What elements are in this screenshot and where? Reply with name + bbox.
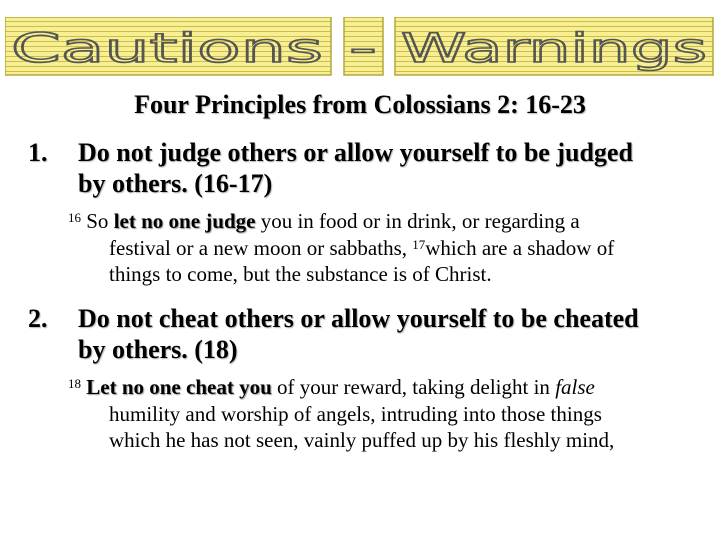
verse-2-line-2: humility and worship of angels, intruding into those things [109, 401, 602, 426]
verse-1-line-2b: which are a shadow of [425, 235, 615, 260]
verse-1-line-2 [68, 235, 708, 262]
principle-2-line-2: by others. (18) [78, 335, 238, 364]
title-banner [5, 17, 715, 77]
banner-separator: - [349, 26, 377, 72]
principle-1-line-1: Do not judge others or allow yourself to be judged [78, 138, 633, 167]
banner-right-word: Warnings [401, 26, 707, 72]
verse-block-2 [68, 374, 708, 454]
verse-2-line-3: which he has not seen, vainly puffed up by his fleshly mind, [109, 428, 615, 452]
verse-ref-17: 17 [412, 236, 426, 252]
verse-1-highlight: let no one judge [113, 209, 256, 233]
verse-block-1 [68, 208, 708, 288]
principle-1 [28, 137, 708, 199]
verse-ref-18: 18 [68, 376, 81, 391]
principle-2-line-1: Do not cheat others or allow yourself to be cheated [78, 304, 639, 333]
verse-1-line-2a: festival or a new moon or sabbaths, [109, 235, 413, 260]
banner-left-word: Cautions [11, 26, 323, 72]
verse-2-post: of your reward, taking delight in [271, 375, 556, 399]
verse-1-line-1 [68, 208, 708, 235]
subtitle-heading: Four Principles from Colossians 2: 16-23 [134, 90, 586, 119]
verse-1-line-3: things to come, but the substance is of Christ. [109, 262, 492, 286]
principle-1-line-2: by others. (16-17) [78, 169, 273, 198]
verse-1-post: you in food or in drink, or regarding a [255, 209, 580, 233]
principle-2-number: 2. [28, 304, 48, 333]
banner-graphic [5, 17, 715, 77]
verse-ref-16: 16 [68, 210, 81, 225]
verse-2-line-1 [68, 374, 708, 401]
verse-2-highlight: Let no one cheat you [86, 375, 272, 399]
principle-1-number: 1. [28, 138, 48, 167]
principle-2 [28, 303, 708, 365]
verse-1-pre: So [81, 209, 114, 233]
verse-2-italic: false [555, 375, 595, 399]
